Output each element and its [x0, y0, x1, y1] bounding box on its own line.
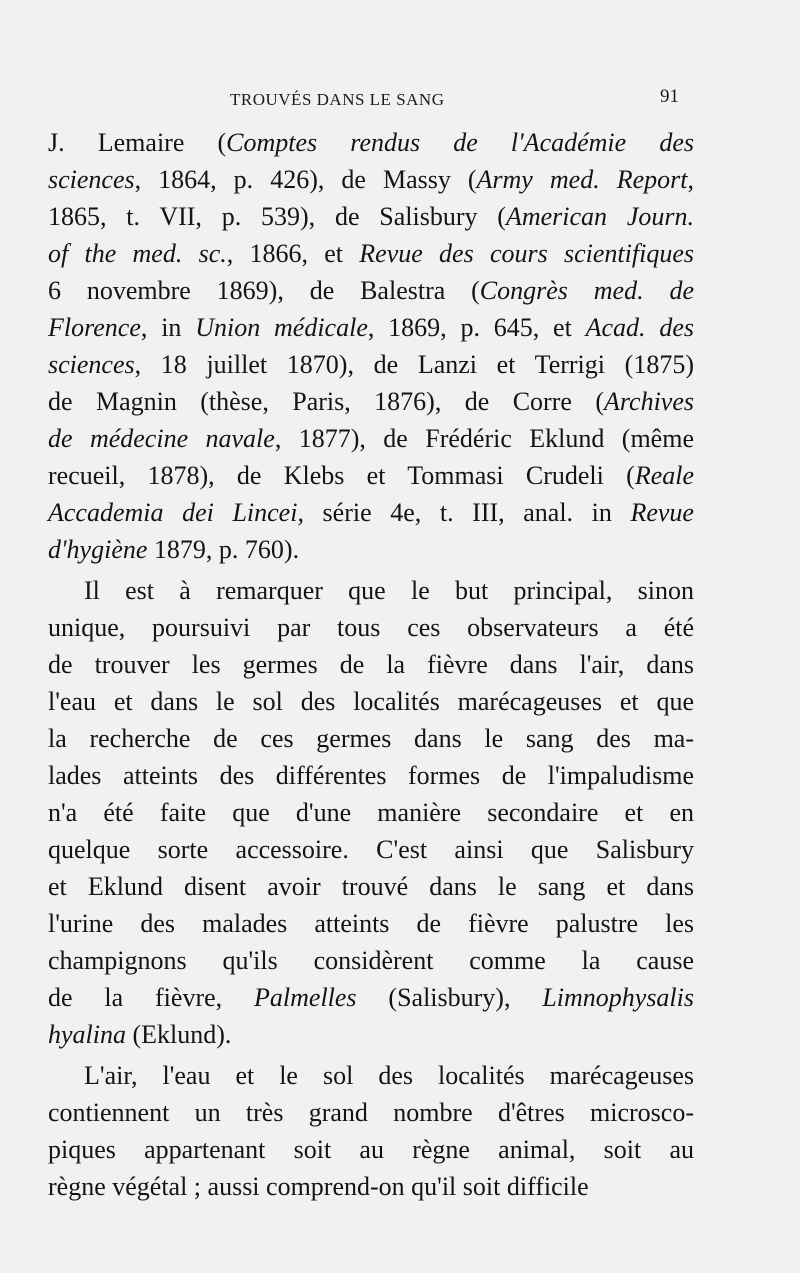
text-segment: série 4e, t. III, anal. in — [303, 498, 631, 527]
text-segment: quelque sorte accessoire. C'est ainsi que Salisbury — [48, 835, 694, 864]
text-line — [48, 272, 694, 309]
text-segment: , — [687, 165, 694, 194]
text-segment: n'a été faite que d'une manière secondaire et en — [48, 798, 694, 827]
text-line — [48, 235, 694, 272]
text-segment: l'urine des malades atteints de fièvre palustre les — [48, 909, 694, 938]
italic-segment: of the med. sc. — [48, 239, 227, 268]
italic-segment: Florence — [48, 313, 141, 342]
text-segment: règne végétal ; aussi comprend-on qu'il soit difficile — [48, 1172, 589, 1201]
text-line — [48, 1168, 694, 1205]
text-segment: (Salisbury), — [356, 983, 543, 1012]
text-line — [48, 646, 694, 683]
text-line — [48, 383, 694, 420]
text-segment: piques appartenant soit au règne animal, soit au — [48, 1135, 694, 1164]
text-line — [48, 1094, 694, 1131]
page-header — [0, 86, 800, 114]
text-segment: l'eau et dans le sol des localités marécageuses et que — [48, 687, 694, 716]
italic-segment: Palmelles — [254, 983, 357, 1012]
italic-segment: Acad. des — [585, 313, 694, 342]
text-line — [48, 420, 694, 457]
text-segment: , 18 juillet 1870), de Lanzi et Terrigi (1875) — [134, 350, 694, 379]
text-line — [48, 1131, 694, 1168]
italic-segment: Army med. Report — [476, 165, 688, 194]
text-segment: 1879, p. 760). — [147, 535, 300, 564]
italic-segment: Comptes rendus de l'Académie des — [226, 128, 694, 157]
italic-segment: Union médicale — [195, 313, 368, 342]
italic-segment: Reale — [634, 461, 694, 490]
text-line — [48, 457, 694, 494]
text-segment: , in — [140, 313, 196, 342]
text-segment: , 1866, et — [226, 239, 360, 268]
text-segment: lades atteints des différentes formes de l'impaludisme — [48, 761, 694, 790]
text-line — [48, 831, 694, 868]
text-line — [48, 609, 694, 646]
italic-segment: Accademia dei Lincei, — [48, 498, 304, 527]
italic-segment: American Journ. — [505, 202, 694, 231]
italic-segment: Congrès med. de — [479, 276, 694, 305]
italic-segment: hyalina — [48, 1020, 126, 1049]
paragraph-2 — [48, 572, 694, 1053]
text-segment: unique, poursuivi par tous ces observateurs a été — [48, 613, 694, 642]
text-segment: 1865, t. VII, p. 539), de Salisbury ( — [48, 202, 506, 231]
text-line — [48, 531, 694, 568]
text-line — [48, 683, 694, 720]
text-line — [48, 1016, 694, 1053]
text-segment: la recherche de ces germes dans le sang des ma- — [48, 724, 694, 753]
italic-segment: d'hygiène — [48, 535, 148, 564]
text-line — [48, 198, 694, 235]
text-segment: , 1869, p. 645, et — [367, 313, 586, 342]
text-line — [48, 720, 694, 757]
text-segment: , 1864, p. 426), de Massy ( — [134, 165, 477, 194]
italic-segment: Revue — [630, 498, 694, 527]
text-line — [48, 309, 694, 346]
text-line — [48, 124, 694, 161]
text-segment: de la fièvre, — [48, 983, 255, 1012]
text-segment: 6 novembre 1869), de Balestra ( — [48, 276, 480, 305]
text-segment: J. Lemaire ( — [48, 128, 227, 157]
text-segment: et Eklund disent avoir trouvé dans le sang et dans — [48, 872, 694, 901]
text-line — [48, 868, 694, 905]
text-segment: champignons qu'ils considèrent comme la cause — [48, 946, 694, 975]
text-line — [48, 161, 694, 198]
text-line — [48, 905, 694, 942]
text-segment: , 1877), de Frédéric Eklund (même — [274, 424, 694, 453]
italic-segment: de médecine navale — [48, 424, 275, 453]
italic-segment: Limnophysalis — [542, 983, 694, 1012]
text-line — [48, 1057, 694, 1094]
text-line — [48, 572, 694, 609]
italic-segment: sciences — [48, 165, 135, 194]
text-line — [48, 979, 694, 1016]
running-title: TROUVÉS DANS LE SANG — [230, 90, 445, 109]
paragraph-3 — [48, 1057, 694, 1205]
text-segment: de Magnin (thèse, Paris, 1876), de Corre ( — [48, 387, 604, 416]
text-segment: contiennent un très grand nombre d'êtres microsco- — [48, 1098, 694, 1127]
text-segment: Il est à remarquer que le but principal, sinon — [84, 576, 694, 605]
text-segment: L'air, l'eau et le sol des localités marécageuses — [84, 1061, 694, 1090]
italic-segment: Revue des cours scientifiques — [359, 239, 694, 268]
text-segment: de trouver les germes de la fièvre dans l'air, dans — [48, 650, 694, 679]
text-line — [48, 942, 694, 979]
body-text — [48, 124, 694, 1205]
text-line — [48, 494, 694, 531]
text-line — [48, 346, 694, 383]
italic-segment: sciences — [48, 350, 135, 379]
page-number: 91 — [660, 86, 679, 107]
text-segment: (Eklund). — [126, 1020, 232, 1049]
paragraph-1 — [48, 124, 694, 568]
text-line — [48, 757, 694, 794]
text-line — [48, 794, 694, 831]
text-segment: recueil, 1878), de Klebs et Tommasi Crudeli ( — [48, 461, 635, 490]
italic-segment: Archives — [604, 387, 694, 416]
